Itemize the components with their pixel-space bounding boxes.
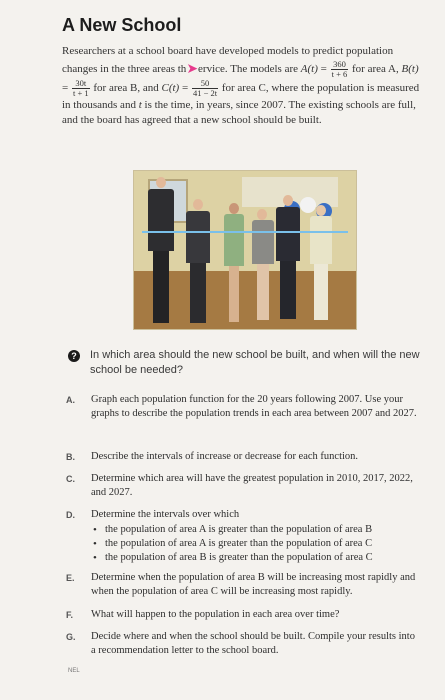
task-text: Describe the intervals of increase or decrease for each function. xyxy=(91,451,359,462)
function-c-name: C(t) xyxy=(161,81,180,94)
fraction-a-numerator: 360 xyxy=(331,60,349,70)
intro-paragraph: Researchers at a school board have developed models to predict population changes in the three areas th➤ervice. The models are A(t) = $\frac{360}{t + 6}$ for area A, B(t) = $\frac{30t}{t + 1}$ for area B, and C(t) = $\frac{50}{41 - 2t}$ for area C, where the population is measured in thousands and t is the time, in years, since 2007. The existing schools are full, and the board has agreed that a new school should be built. xyxy=(62,45,420,126)
fraction-c-numerator: 50 xyxy=(192,79,218,89)
fraction-a xyxy=(331,60,349,79)
task-text: What will happen to the population in each area over time? xyxy=(91,609,340,620)
task-text: Determine when the population of area B will be increasing most rapidly and when the population of area C will be increasing most rapidly. xyxy=(91,572,416,597)
task-text xyxy=(91,508,419,565)
task-letter: F. xyxy=(66,610,74,620)
time-variable: t xyxy=(138,98,142,111)
task-item xyxy=(66,508,436,565)
task-text: Determine which area will have the greatest population in 2010, 2017, 2022, and 2027. xyxy=(91,473,413,498)
ribbon xyxy=(142,231,348,233)
intro-text-4: for area C, where the population is measured in thousands and xyxy=(62,81,420,111)
bullet-item: • the population of area A is greater than the population of area B xyxy=(91,523,419,537)
task-letter: A. xyxy=(66,395,75,405)
bullet-item: • the population of area B is greater than the population of area C xyxy=(91,551,419,565)
task-item xyxy=(66,608,436,622)
publisher-footer: NEL xyxy=(68,668,80,674)
intro-text-2: for area A, xyxy=(352,62,399,75)
fraction-b-denominator: t + 1 xyxy=(72,87,89,98)
question-icon: ? xyxy=(68,350,80,362)
task-text: Decide where and when the school should be built. Compile your results into a recommendation letter to the school board. xyxy=(91,631,415,656)
intro-text-5: is the time, in years, since 2007. The existing schools are full, and the board has agreed that a new school should be built. xyxy=(62,98,416,126)
task-letter: C. xyxy=(66,474,75,484)
main-question: In which area should the new school be built, and when will the new school be needed? xyxy=(90,349,420,376)
function-a-name: A(t) xyxy=(300,62,318,75)
task-text-lead: Determine the intervals over which xyxy=(91,509,240,520)
fraction-b-numerator: 30t xyxy=(72,79,90,89)
intro-text-1: Researchers at a school board have developed models to predict population changes in the three areas th xyxy=(62,45,394,75)
task-item xyxy=(66,472,436,500)
page-title: A New School xyxy=(62,15,182,35)
task-letter: E. xyxy=(66,573,75,583)
intro-text-1b: ervice. The models are xyxy=(198,62,299,75)
balloon-icon xyxy=(300,197,316,213)
task-item xyxy=(66,630,436,658)
fraction-a-denominator: t + 6 xyxy=(331,68,348,79)
function-b-name: B(t) xyxy=(401,62,419,75)
interval-bullet-list xyxy=(91,523,419,565)
task-item xyxy=(66,450,436,464)
task-letter: B. xyxy=(66,452,75,462)
fraction-c-denominator: 41 − 2t xyxy=(192,87,218,98)
task-item xyxy=(66,393,436,421)
bullet-item: • the population of area A is greater than the population of area C xyxy=(91,537,419,551)
fraction-c xyxy=(192,79,218,98)
intro-text-3: for area B, and xyxy=(93,81,159,94)
ribbon-cutting-photo xyxy=(133,170,357,330)
task-item xyxy=(66,571,436,599)
task-text: Graph each population function for the 20 years following 2007. Use your graphs to describe the population trends in each area between 2007 and 2027. xyxy=(91,394,417,419)
fraction-b xyxy=(72,79,90,98)
task-letter: G. xyxy=(66,632,76,642)
mouse-cursor-icon: ➤ xyxy=(186,61,199,77)
task-letter: D. xyxy=(66,510,75,520)
